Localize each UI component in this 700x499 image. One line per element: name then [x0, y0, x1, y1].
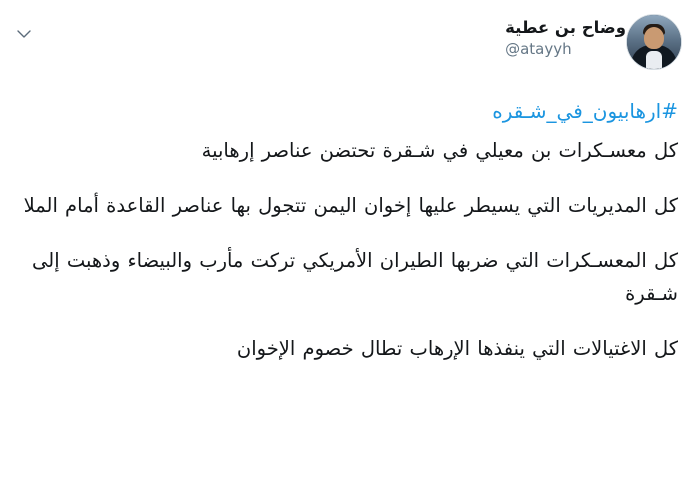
chevron-down-icon[interactable] — [14, 24, 34, 44]
tweet-body — [0, 82, 700, 365]
tweet-paragraph-1: كل معسـكرات بن معيلي في شـقرة تحتضن عناصر إرهابية — [201, 139, 678, 162]
tweet-paragraph-3: كل المعسـكرات التي ضربها الطيران الأمريكي تركت مأرب والبيضاء وذهبت إلى شـقرة — [32, 249, 678, 305]
tweet-paragraph-4: كل الاغتيالات التي ينفذها الإرهاب تطال خصوم الإخوان — [236, 337, 678, 360]
avatar-head — [644, 27, 664, 49]
author-display-name[interactable]: وضاح بن عطية — [505, 18, 626, 37]
tweet-header — [0, 0, 700, 82]
tweet-paragraph-2: كل المديريات التي يسيطر عليها إخوان اليمن تتجول بها عناصر القاعدة أمام الملا — [23, 194, 678, 217]
hashtag-link[interactable]: #ارهابيون_في_شـقره — [492, 99, 678, 123]
avatar-shirt — [646, 51, 662, 69]
author-names — [505, 14, 626, 60]
avatar[interactable] — [626, 14, 682, 70]
author-handle[interactable]: @atayyh — [505, 40, 572, 58]
